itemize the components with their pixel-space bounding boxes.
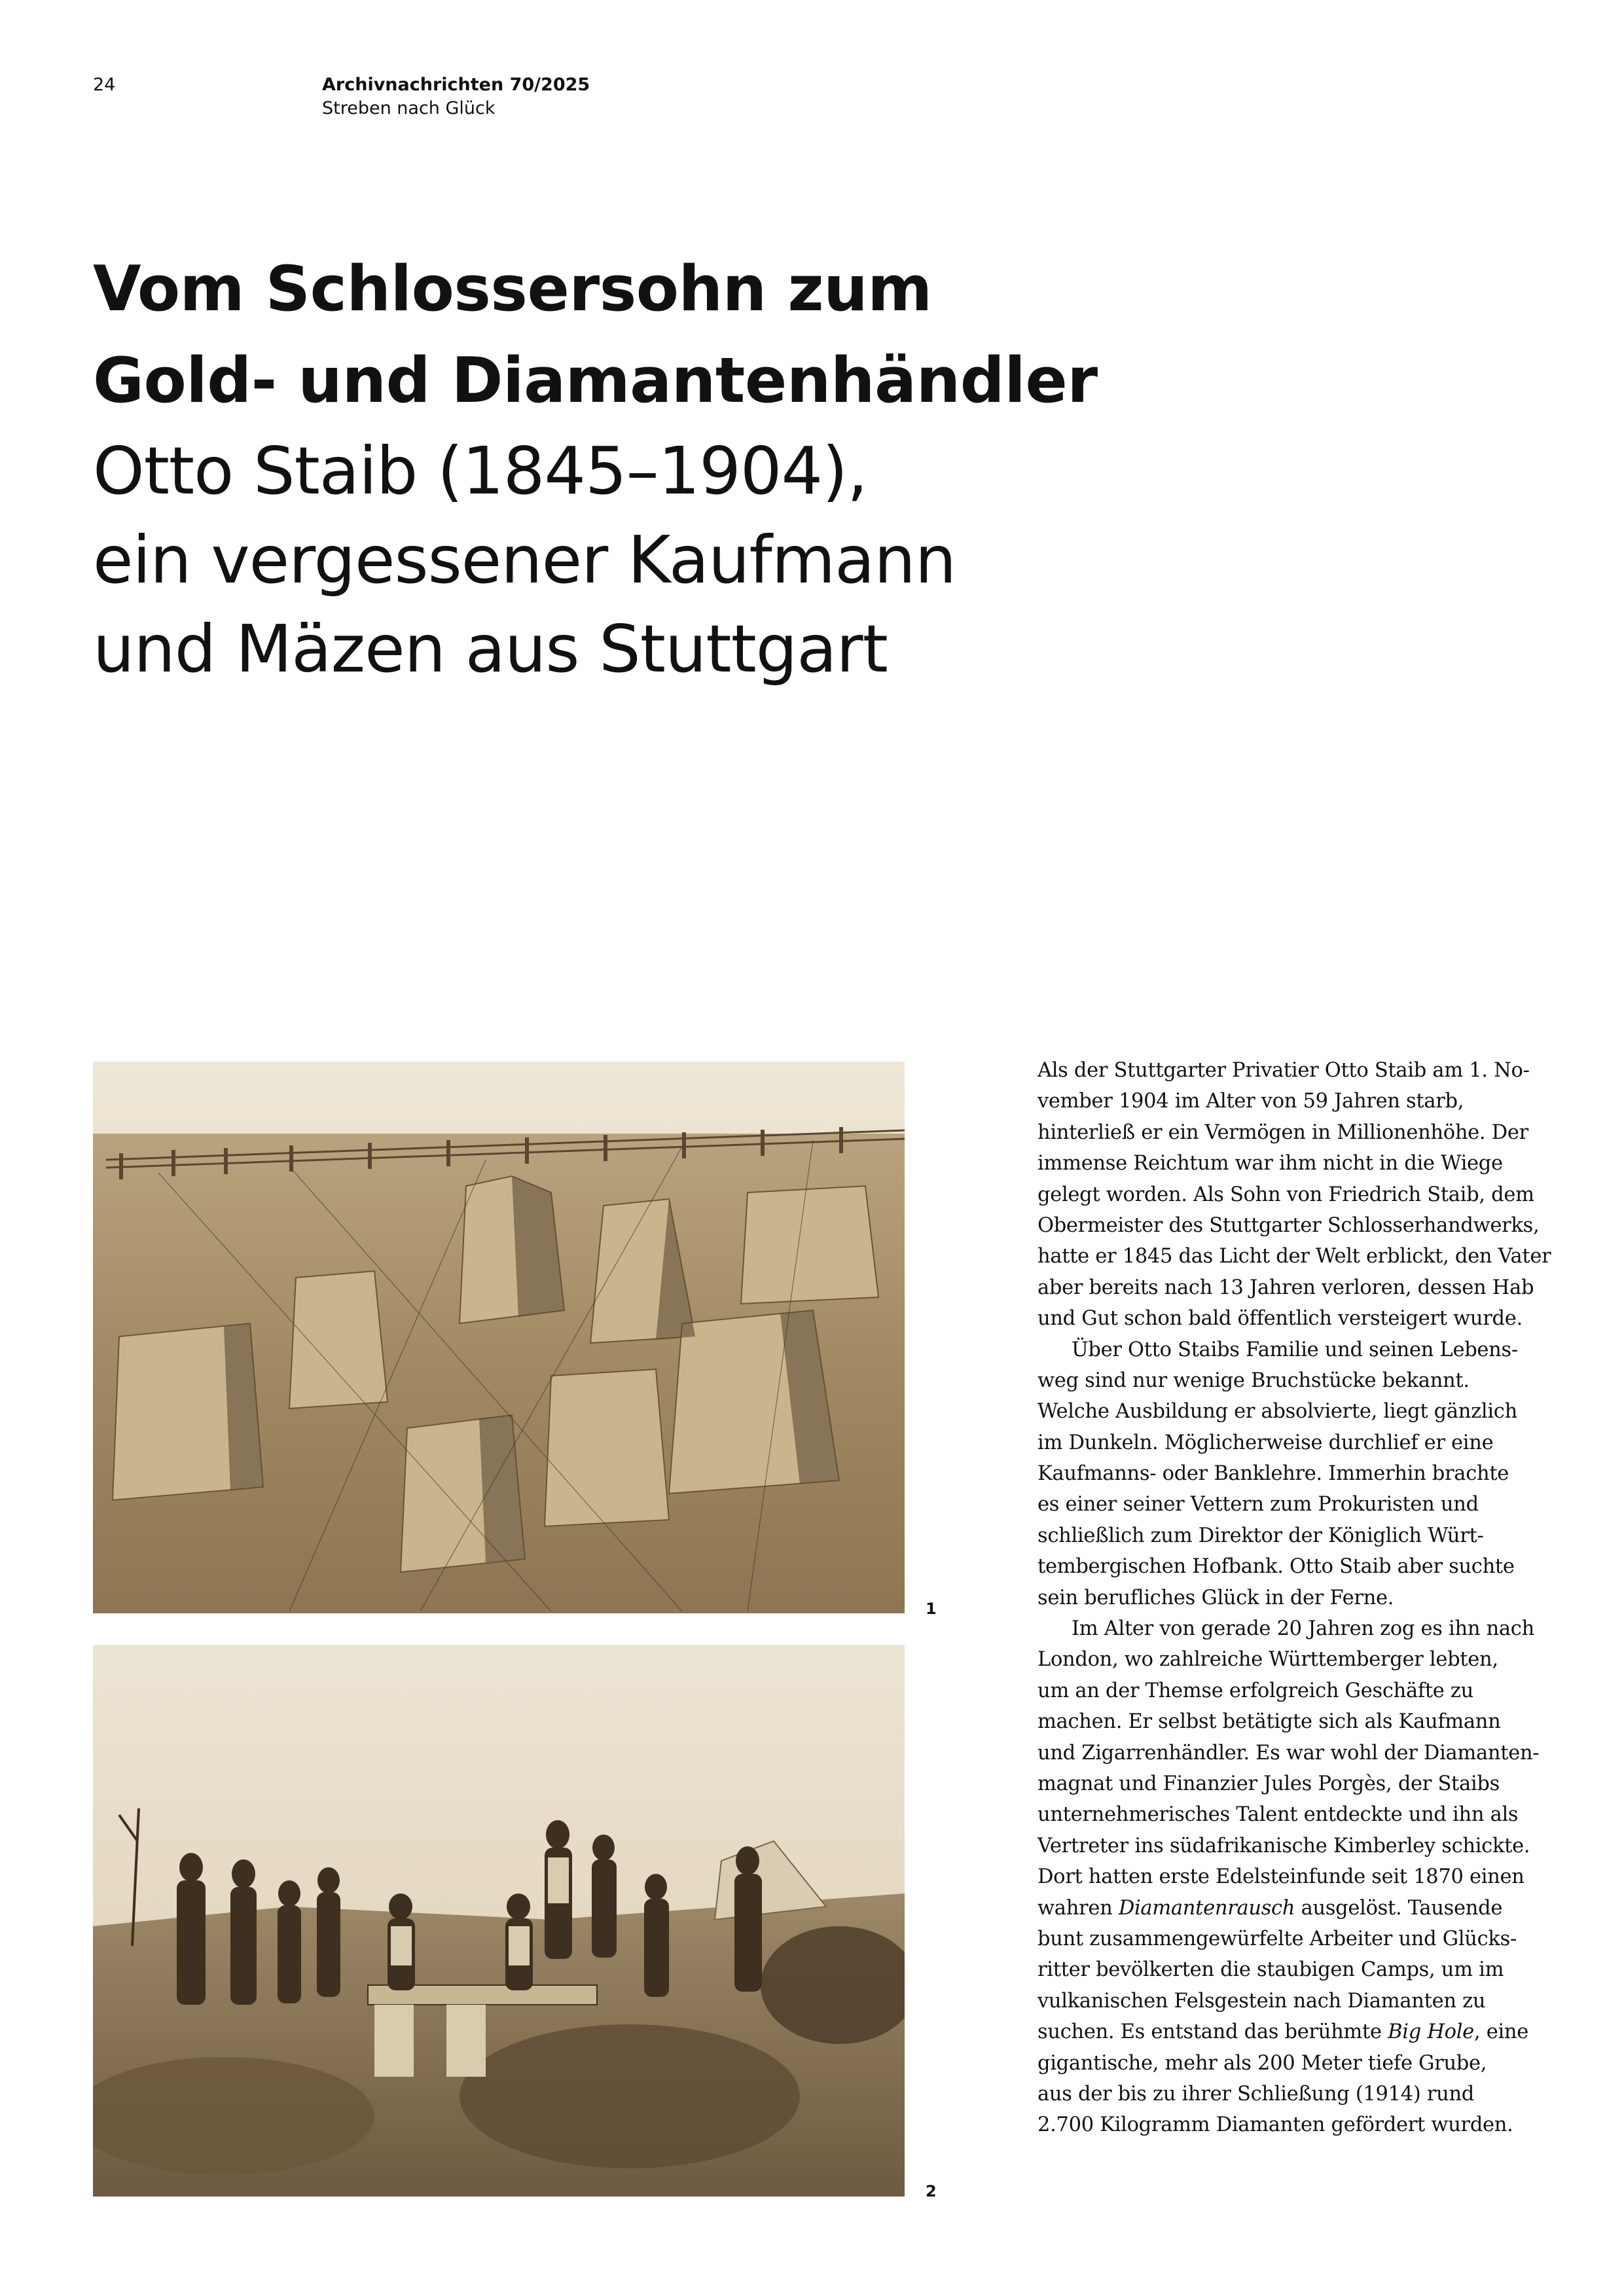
article-line: sein berufliches Glück in der Ferne. [1038, 1586, 1394, 1609]
article-line: und Gut schon bald öffentlich versteigert wurde. [1038, 1307, 1523, 1331]
article-line: weg sind nur wenige Bruchstücke bekannt. [1038, 1369, 1470, 1392]
article-line: immense Reichtum war ihm nicht in die Wiege [1038, 1152, 1503, 1175]
figure-number: 1 [926, 1600, 937, 1618]
article-line: Welche Ausbildung er absolvierte, liegt gänzlich [1038, 1400, 1517, 1424]
article-line: Kaufmanns- oder Banklehre. Immerhin brachte [1038, 1462, 1509, 1486]
article-text: suchen. Es entstand das berühmte [1038, 2020, 1388, 2044]
article-line: gigantische, mehr als 200 Meter tiefe Grube, [1038, 2051, 1487, 2075]
article-line: hatte er 1845 das Licht der Welt erblickt, den Vater [1038, 1245, 1551, 1268]
article-line: Dort hatten erste Edelsteinfunde seit 1870 einen [1038, 1865, 1525, 1889]
article-text: ausgelöst. Tausende [1295, 1896, 1503, 1920]
article-line: schließlich zum Direktor der Königlich Würt- [1038, 1524, 1484, 1547]
article-line: es einer seiner Vettern zum Prokuristen und [1038, 1493, 1479, 1516]
article-line: Im Alter von gerade 20 Jahren zog es ihn nach [1072, 1617, 1534, 1641]
article-line: bunt zusammengewürfelte Arbeiter und Glücks- [1038, 1927, 1517, 1950]
running-head [322, 73, 590, 120]
article-line: und Zigarrenhändler. Es war wohl der Diamanten- [1038, 1741, 1540, 1765]
article-line: aber bereits nach 13 Jahren verloren, dessen Hab [1038, 1276, 1534, 1299]
article-line: 2.700 Kilogramm Diamanten gefördert wurden. [1038, 2113, 1513, 2137]
article-line: tembergischen Hofbank. Otto Staib aber suchte [1038, 1555, 1515, 1579]
article-line: um an der Themse erfolgreich Geschäfte zu [1038, 1679, 1474, 1702]
figure-number: 2 [926, 2182, 937, 2200]
subtitle-line: und Mäzen aus Stuttgart [93, 611, 888, 687]
article-line: Obermeister des Stuttgarter Schlosserhandwerks, [1038, 1213, 1540, 1237]
article-line [1038, 1893, 1535, 1924]
section-title: Streben nach Glück [322, 98, 496, 118]
title-line: Vom Schlossersohn zum [93, 253, 932, 325]
article-line: Über Otto Staibs Familie und seinen Lebens- [1072, 1338, 1518, 1361]
article-line: Als der Stuttgarter Privatier Otto Staib am 1. No- [1038, 1059, 1530, 1082]
article-italic-term: Big Hole [1388, 2020, 1474, 2044]
article-line: London, wo zahlreiche Württemberger lebten, [1038, 1648, 1498, 1672]
title-line: Gold- und Diamantenhändler [93, 345, 1098, 417]
article-text: , eine [1473, 2020, 1528, 2044]
article-text: wahren [1038, 1896, 1119, 1920]
photo-mine-excavation [93, 1062, 905, 1613]
article-line: magnat und Finanzier Jules Porgès, der Staibs [1038, 1772, 1500, 1795]
article-line: Vertreter ins südafrikanische Kimberley schickte. [1038, 1834, 1530, 1857]
article-line: im Dunkeln. Möglicherweise durchlief er eine [1038, 1431, 1494, 1454]
page-number: 24 [93, 75, 116, 95]
article-line [1038, 2017, 1535, 2047]
article-body [1038, 1055, 1551, 2141]
article-line: unternehmerisches Talent entdeckte und ihn als [1038, 1803, 1519, 1827]
subtitle-line: Otto Staib (1845–1904), [93, 433, 867, 509]
article-line: gelegt worden. Als Sohn von Friedrich Staib, dem [1038, 1183, 1534, 1206]
article-line: machen. Er selbst betätigte sich als Kaufmann [1038, 1710, 1501, 1734]
subtitle-line: ein vergessener Kaufmann [93, 522, 956, 598]
article-line: aus der bis zu ihrer Schließung (1914) rund [1038, 2082, 1475, 2106]
article-heading [93, 243, 1337, 694]
photo-diggers-group [93, 1645, 905, 2197]
article-line: vember 1904 im Alter von 59 Jahren starb, [1038, 1090, 1464, 1113]
article-line: vulkanischen Felsgestein nach Diamanten zu [1038, 1989, 1486, 2013]
article-line: hinterließ er ein Vermögen in Millionenhöhe. Der [1038, 1121, 1528, 1144]
journal-title: Archivnachrichten 70/2025 [322, 75, 590, 95]
article-italic-term: Diamantenrausch [1118, 1896, 1295, 1920]
article-line: ritter bevölkerten die staubigen Camps, um im [1038, 1958, 1504, 1982]
